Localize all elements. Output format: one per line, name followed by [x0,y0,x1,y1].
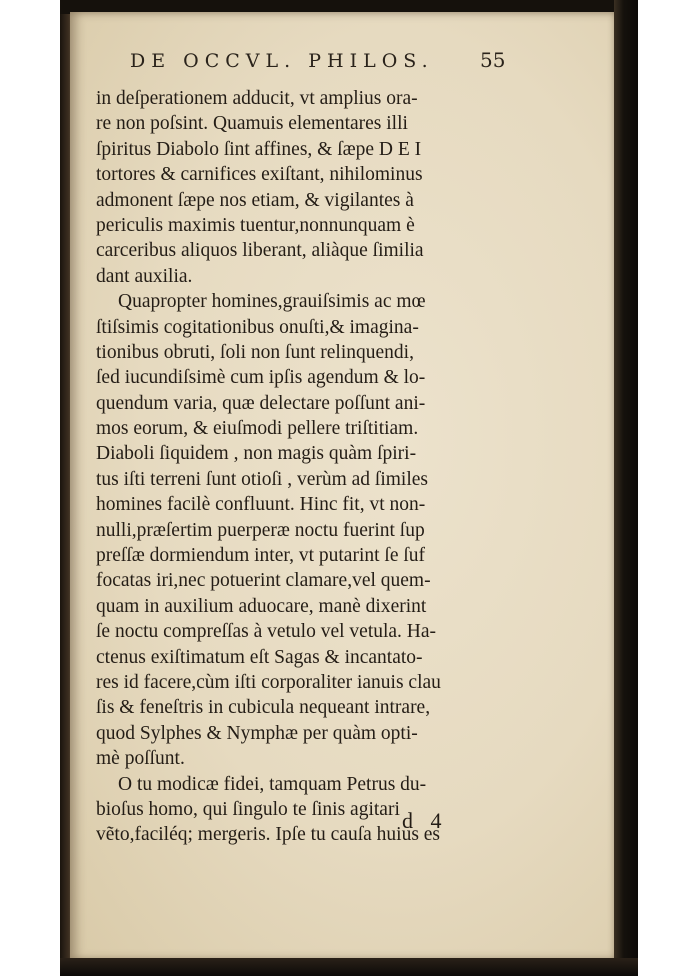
text-line: quod Sylphes & Nymphæ per quàm opti- [96,722,418,744]
text-line: vẽto,faciléq; mergeris. Ipſe tu cauſa huius es [96,824,441,846]
text-line: dant auxilia. [96,265,193,287]
text-line: O tu modicæ fidei, tamquam Petrus du- [118,773,427,795]
text-line: mè poſſunt. [96,748,185,770]
paragraph-3 [96,772,516,848]
text-line: preſſæ dormiendum inter, vt putarint ſe ſuf [96,545,426,567]
text-line: tus iſti terreni ſunt otioſi , verùm ad ſimiles [96,468,428,490]
text-line: ſe noctu compreſſas à vetulo vel vetula. Ha- [96,621,437,643]
text-line: res id facere,cùm iſti corporaliter ianuis clau [96,671,441,693]
text-line: homines facilè confluunt. Hinc fit, vt non- [96,494,426,516]
running-title: DE OCCVL. PHILOS. [130,50,434,72]
text-line: mos eorum, & eiuſmodi pellere triſtitiam. [96,418,419,440]
paragraph-1 [96,86,516,289]
book-bottom-edge [60,958,638,976]
text-line: tortores & carnifices exiſtant, nihilominus [96,164,423,186]
text-line: quam in auxilium aduocare, manè dixerint [96,595,427,617]
signature-mark: d 4 [402,808,448,833]
text-line: ſis & feneſtris in cubicula nequeant intrare, [96,697,431,719]
text-line: ſpiritus Diabolo ſint affines, & ſæpe D E I [96,138,422,160]
page-number: 55 [480,48,506,72]
page-header [130,50,530,82]
paragraph-2 [96,289,516,771]
text-line: ctenus exiſtimatum eſt Sagas & incantato- [96,646,423,668]
text-line: nulli,præſertim puerperæ noctu fuerint ſup [96,519,425,541]
text-line: admonent ſæpe nos etiam, & vigilantes à [96,189,414,211]
text-line: quendum varia, quæ delectare poſſunt ani- [96,392,426,414]
text-line: tionibus obruti, ſoli non ſunt relinquendi, [96,341,414,363]
text-line: bioſus homo, qui ſingulo te ſinis agitari [96,798,400,820]
text-line: carceribus aliquos liberant, aliàque ſimilia [96,240,424,262]
book-right-edge [614,0,638,976]
text-line: ſtiſsimis cogitationibus onuſti,& imagina- [96,316,419,338]
text-line: Quapropter homines,grauiſsimis ac mœ [118,291,426,313]
text-line: Diaboli ſiquidem , non magis quàm ſpiri- [96,443,417,465]
body-text [96,86,516,848]
text-line: ſed iucundiſsimè cum ipſis agendum & lo- [96,367,426,389]
text-line: periculis maximis tuentur,nonnunquam è [96,214,415,236]
text-line: re non poſsint. Quamuis elementares illi [96,113,408,135]
text-line: in deſperationem adducit, vt amplius ora- [96,88,418,109]
text-line: focatas iri,nec potuerint clamare,vel quem- [96,570,431,592]
